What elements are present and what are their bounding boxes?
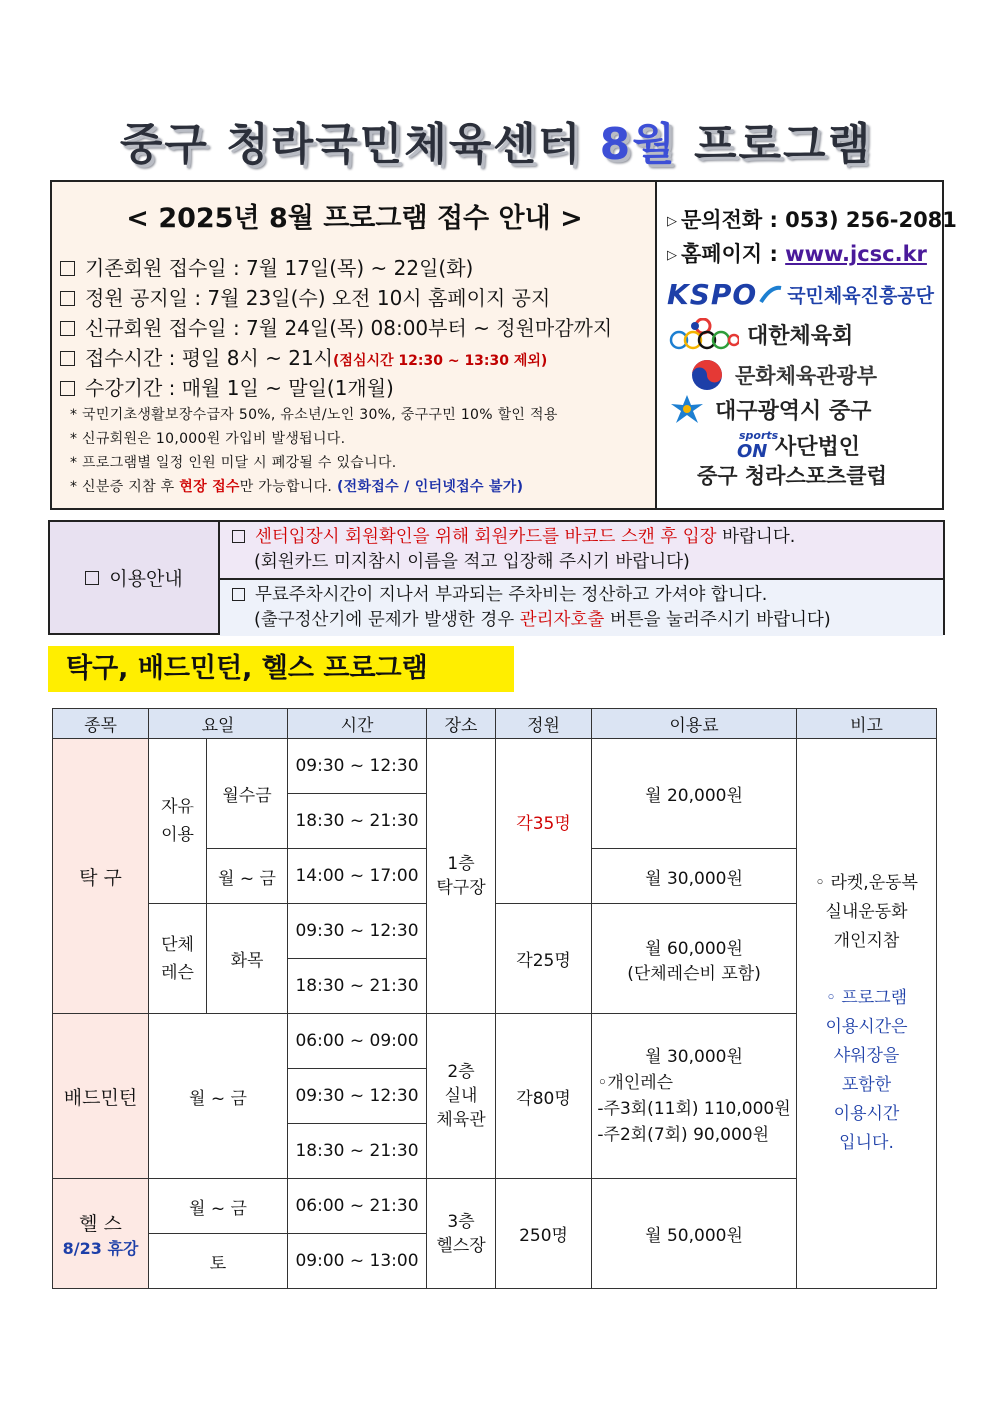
header-place: 장소	[427, 709, 496, 739]
header-fee: 이용료	[592, 709, 797, 739]
homepage-contact: ▷ 홈페이지 : www.jcsc.kr	[667, 242, 927, 266]
homepage-link[interactable]: www.jcsc.kr	[785, 242, 927, 266]
notice-item: 수강기간 : 매월 1일 ~ 말일(1개월)	[60, 372, 394, 401]
note: * 프로그램별 일정 인원 미달 시 폐강될 수 있습니다.	[70, 455, 397, 471]
mcst-logo: 문화체육관광부	[667, 358, 937, 392]
time-cell: 14:00 ~ 17:00	[288, 849, 427, 904]
fee-cell: 월 60,000원 (단체레슨비 포함)	[592, 904, 797, 1014]
kspo-logo: KSPO 국민체육진흥공단	[667, 278, 935, 311]
checkbox-icon	[60, 291, 75, 306]
checkbox-icon	[60, 351, 75, 366]
fee-cell: 월 30,000원	[592, 849, 797, 904]
junggu-emblem-icon	[667, 392, 707, 426]
time-cell: 09:30 ~ 12:30	[288, 904, 427, 959]
time-cell: 09:30 ~ 12:30	[288, 1069, 427, 1124]
note: * 신분증 지참 후 현장 접수만 가능합니다. (전화접수 / 인터넷접수 불가)	[70, 479, 524, 495]
time-cell: 06:00 ~ 09:00	[288, 1014, 427, 1069]
header-time: 시간	[288, 709, 427, 739]
triangle-icon: ▷	[667, 214, 677, 229]
days-cell: 월수금	[207, 739, 288, 849]
header-sport: 종목	[53, 709, 149, 739]
kspo-swoosh-icon	[759, 284, 783, 306]
time-cell: 18:30 ~ 21:30	[288, 794, 427, 849]
taegeuk-icon	[687, 358, 727, 392]
guide-row-parking: 무료주차시간이 지나서 부과되는 주차비는 정산하고 가셔야 합니다. (출구정산기에 문제가 발생한 경우 관리자호출 버튼을 눌러주시기 바랍니다)	[220, 580, 943, 636]
checkbox-icon	[232, 530, 245, 543]
time-cell: 18:30 ~ 21:30	[288, 959, 427, 1014]
schedule-table	[52, 708, 937, 1289]
checkbox-icon	[60, 261, 75, 276]
usage-guide-label: 이용안내	[50, 522, 220, 633]
remark-cell: ◦ 라켓,운동복 실내운동화 개인지참 ◦ 프로그램 이용시간은 샤워장을 포함한 이용시간 입니다.	[797, 739, 937, 1289]
capacity-cell: 각80명	[496, 1014, 592, 1179]
place-cell: 3층 헬스장	[427, 1179, 496, 1289]
place-cell: 1층 탁구장	[427, 739, 496, 1014]
gym-holiday: 8/23 휴강	[62, 1238, 139, 1258]
notice-heading: < 2025년 8월 프로그램 접수 안내 >	[126, 203, 583, 234]
place-cell: 2층 실내 체육관	[427, 1014, 496, 1179]
fee-cell: 월 20,000원	[592, 739, 797, 849]
capacity-cell: 250명	[496, 1179, 592, 1289]
capacity-cell: 각25명	[496, 904, 592, 1014]
triangle-icon: ▷	[667, 248, 677, 263]
time-cell: 09:30 ~ 12:30	[288, 739, 427, 794]
info-box	[50, 180, 957, 510]
club-logo: sports ON 사단법인	[737, 428, 861, 462]
days-cell: 토	[149, 1234, 288, 1289]
usage-guide	[48, 520, 945, 635]
contact-panel	[657, 182, 957, 508]
page-title: 중구 청라국민체육센터 8월 프로그램	[119, 119, 873, 170]
days-cell: 월 ~ 금	[149, 1014, 288, 1179]
header-days: 요일	[149, 709, 288, 739]
note: * 국민기초생활보장수급자 50%, 유소년/노인 30%, 중구구민 10% 할인 적용	[70, 407, 558, 423]
notice-item: 기존회원 접수일 : 7월 17일(목) ~ 22일(화)	[60, 252, 473, 281]
capacity-cell: 각35명	[496, 739, 592, 904]
junggu-logo: 대구광역시 중구	[667, 392, 937, 426]
fee-cell: 월 50,000원	[592, 1179, 797, 1289]
time-cell: 06:00 ~ 21:30	[288, 1179, 427, 1234]
table-row	[53, 739, 937, 794]
sport-table-tennis: 탁 구	[53, 739, 149, 1014]
sport-gym: 헬 스 8/23 휴강	[53, 1179, 149, 1289]
title-month: 8월	[599, 119, 677, 170]
note: * 신규회원은 10,000원 가입비 발생됩니다.	[70, 431, 346, 447]
notice-item: 정원 공지일 : 7월 23일(수) 오전 10시 홈페이지 공지	[60, 282, 550, 311]
fee-cell: 월 30,000원 ◦개인레슨 -주3회(11회) 110,000원 -주2회(7회) 90,000원	[592, 1014, 797, 1179]
checkbox-icon	[232, 588, 245, 601]
notice-item: 접수시간 : 평일 8시 ~ 21시(점심시간 12:30 ~ 13:30 제외)	[60, 342, 547, 371]
header-capacity: 정원	[496, 709, 592, 739]
lunch-note: (점심시간 12:30 ~ 13:30 제외)	[333, 353, 548, 369]
free-use-label: 자유 이용	[149, 739, 207, 904]
kso-logo: 대한체육회	[667, 318, 937, 350]
olympic-rings-icon	[667, 318, 739, 350]
sports-on-icon: sports ON	[737, 428, 779, 462]
checkbox-icon	[60, 381, 75, 396]
phone-contact: ▷ 문의전화 : 053) 256-2081	[667, 208, 957, 232]
time-cell: 09:00 ~ 13:00	[288, 1234, 427, 1289]
guide-row-membership: 센터입장시 회원확인을 위해 회원카드를 바코드 스캔 후 입장 바랍니다. (회원카드 미지참시 이름을 적고 입장해 주시기 바랍니다)	[220, 522, 943, 580]
notice-item: 신규회원 접수일 : 7월 24일(목) 08:00부터 ~ 정원마감까지	[60, 312, 612, 341]
table-header-row	[53, 709, 937, 739]
section-title: 탁구, 배드민턴, 헬스 프로그램	[48, 646, 514, 692]
group-lesson-label: 단체 레슨	[149, 904, 207, 1014]
club-name: 중구 청라스포츠클럽	[697, 464, 887, 488]
days-cell: 월 ~ 금	[207, 849, 288, 904]
checkbox-icon	[60, 321, 75, 336]
header-remark: 비고	[797, 709, 937, 739]
registration-notice	[52, 182, 657, 508]
sport-badminton: 배드민턴	[53, 1014, 149, 1179]
days-cell: 화목	[207, 904, 288, 1014]
time-cell: 18:30 ~ 21:30	[288, 1124, 427, 1179]
checkbox-icon	[85, 571, 99, 585]
days-cell: 월 ~ 금	[149, 1179, 288, 1234]
